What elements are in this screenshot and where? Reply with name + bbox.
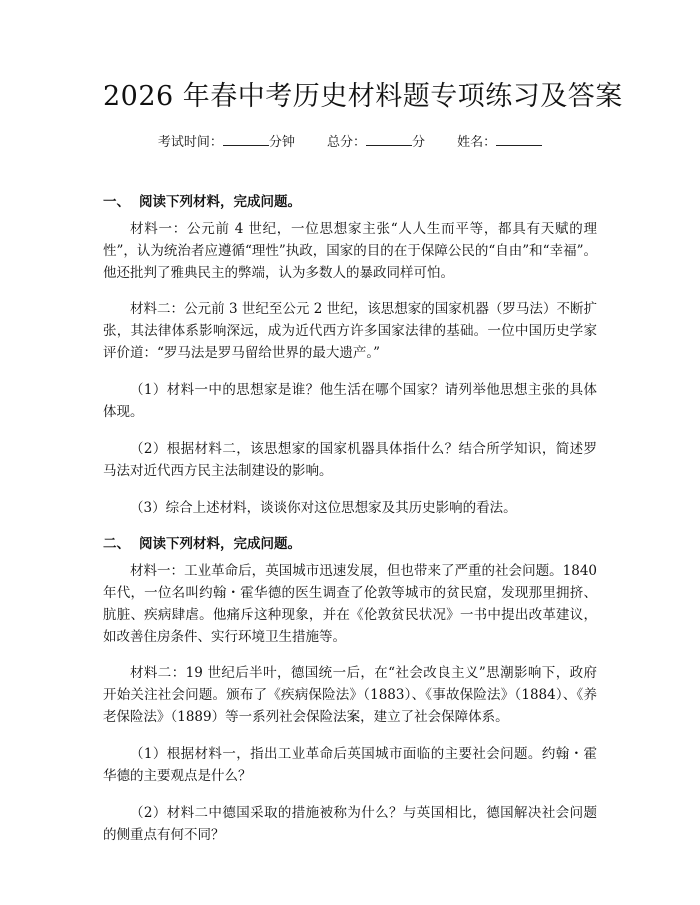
section-1-number: 一、	[103, 194, 130, 210]
section-2-question-2: （2）材料二中德国采取的措施被称为什么？与英国相比，德国解决社会问题的侧重点有何不同？	[103, 805, 597, 843]
exam-time-blank	[223, 132, 269, 146]
section-1-material-2: 材料二：公元前 3 世纪至公元 2 世纪，该思想家的国家机器（罗马法）不断扩张，其法律体系影响深远，成为近代西方许多国家法律的基础。一位中国历史学家评价道：“罗马法是罗马留给世界的最大遗产。”	[103, 301, 597, 361]
total-score-field	[327, 135, 425, 150]
section-2-question-1: （1）根据材料一，指出工业革命后英国城市面临的主要社会问题。约翰・霍华德的主要观点是什么？	[103, 746, 597, 784]
section-1-question-2: （2）根据材料二，该思想家的国家机器具体指什么？结合所学知识，简述罗马法对近代西方民主法制建设的影响。	[103, 441, 597, 479]
section-1-heading	[103, 192, 597, 212]
student-name-field	[457, 135, 542, 150]
student-name-blank	[496, 132, 542, 146]
exam-info-line	[103, 132, 597, 152]
exam-time-label: 考试时间：	[157, 135, 223, 150]
total-score-unit: 分	[412, 135, 426, 150]
total-score-blank	[366, 132, 412, 146]
section-1-question-3: （3）综合上述材料，谈谈你对这位思想家及其历史影响的看法。	[130, 500, 517, 516]
section-1-question-1: （1）材料一中的思想家是谁？他生活在哪个国家？请列举他思想主张的具体体现。	[103, 382, 597, 420]
page-title: 2026 年春中考历史材料题专项练习及答案	[103, 81, 623, 112]
section-1-title: 阅读下列材料，完成问题。	[139, 194, 301, 210]
section-2-heading	[103, 534, 597, 554]
section-2-material-2: 材料二：19 世纪后半叶，德国统一后，在“社会改良主义”思潮影响下，政府开始关注社会问题。颁布了《疾病保险法》（1883）、《事故保险法》（1884）、《养老保险法》（1889）等一系列社会保险法案，建立了社会保障体系。	[103, 665, 597, 725]
exam-time-field	[158, 135, 295, 150]
section-2-material-1: 材料一：工业革命后，英国城市迅速发展，但也带来了严重的社会问题。1840 年代，一位名叫约翰・霍华德的医生调查了伦敦等城市的贫民窟，发现那里拥挤、肮脏、疾病肆虐。他痛斥这种现象，并在《伦敦贫民状况》一书中提出改革建议，如改善住房条件、实行环境卫生措施等。	[103, 563, 597, 645]
section-2-number: 二、	[103, 536, 130, 552]
total-score-label: 总分：	[326, 135, 366, 150]
section-1-material-1: 材料一：公元前 4 世纪，一位思想家主张“人人生而平等，都具有天赋的理性”，认为统治者应遵循“理性”执政，国家的目的在于保障公民的“自由”和“幸福”。他还批判了雅典民主的弊端，认为多数人的暴政同样可怕。	[103, 221, 597, 281]
section-2-title: 阅读下列材料，完成问题。	[139, 536, 301, 552]
exam-time-unit: 分钟	[268, 135, 295, 150]
student-name-label: 姓名：	[457, 135, 497, 150]
